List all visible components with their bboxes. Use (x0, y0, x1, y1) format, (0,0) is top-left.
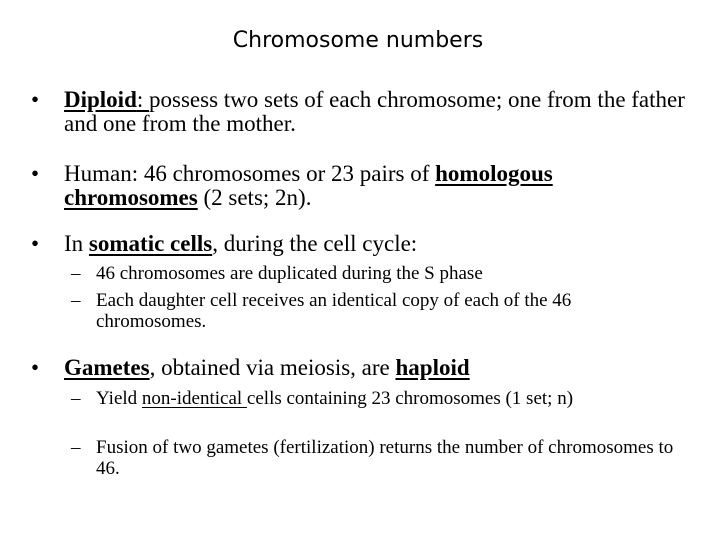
subitem-daughter-cell (71, 290, 681, 332)
sub-text: 46 chromosomes are duplicated during the S phase (96, 263, 483, 284)
sets-text: (2 sets; 2n). (197, 185, 312, 210)
subitem-fusion (71, 437, 681, 479)
sub-marker: – (71, 263, 81, 284)
bullet-text (64, 88, 691, 136)
sub-marker: – (71, 290, 81, 311)
cells-text: cells containing 23 chromosomes (1 set; n) (246, 388, 574, 409)
definition-text: possess two sets of each chromosome; one from the father and one from the mother. (64, 87, 685, 136)
bullet-gametes (31, 356, 691, 380)
bullet-text (64, 232, 691, 256)
term-haploid: haploid (395, 355, 470, 380)
sub-marker: – (71, 437, 81, 458)
bullet-somatic (31, 232, 691, 256)
bullet-text (64, 356, 691, 380)
bullet-human (31, 162, 691, 210)
colon: : (136, 87, 150, 112)
sub-marker: – (71, 388, 81, 409)
term-somatic-cells: somatic cells (88, 231, 213, 256)
sub-text (96, 388, 681, 409)
sub-text: Fusion of two gametes (fertilization) returns the number of chromosomes to 46. (96, 437, 674, 479)
human-text: Human: 46 chromosomes or 23 pairs of (64, 161, 436, 186)
bullet-marker: • (31, 231, 40, 256)
bullet-diploid (31, 88, 691, 136)
in-text: In (64, 231, 89, 256)
sub-text: Each daughter cell receives an identical copy of each of the 46 chromosomes. (96, 290, 572, 332)
bullet-marker: • (31, 355, 40, 380)
subitem-yield (71, 388, 681, 409)
bullet-marker: • (31, 161, 40, 186)
bullet-text (64, 162, 691, 210)
cell-cycle-text: , during the cell cycle: (212, 231, 418, 256)
yield-text: Yield (96, 388, 142, 409)
term-diploid: Diploid (64, 87, 137, 112)
bullet-marker: • (31, 87, 40, 112)
term-non-identical: non-identical (141, 388, 247, 409)
term-gametes: Gametes (64, 355, 150, 380)
meiosis-text: , obtained via meiosis, are (149, 355, 396, 380)
page-title: Chromosome numbers (232, 28, 484, 53)
subitem-duplicated (71, 263, 681, 284)
term-homologous-chromosomes: homologous chromosomes (64, 161, 553, 210)
